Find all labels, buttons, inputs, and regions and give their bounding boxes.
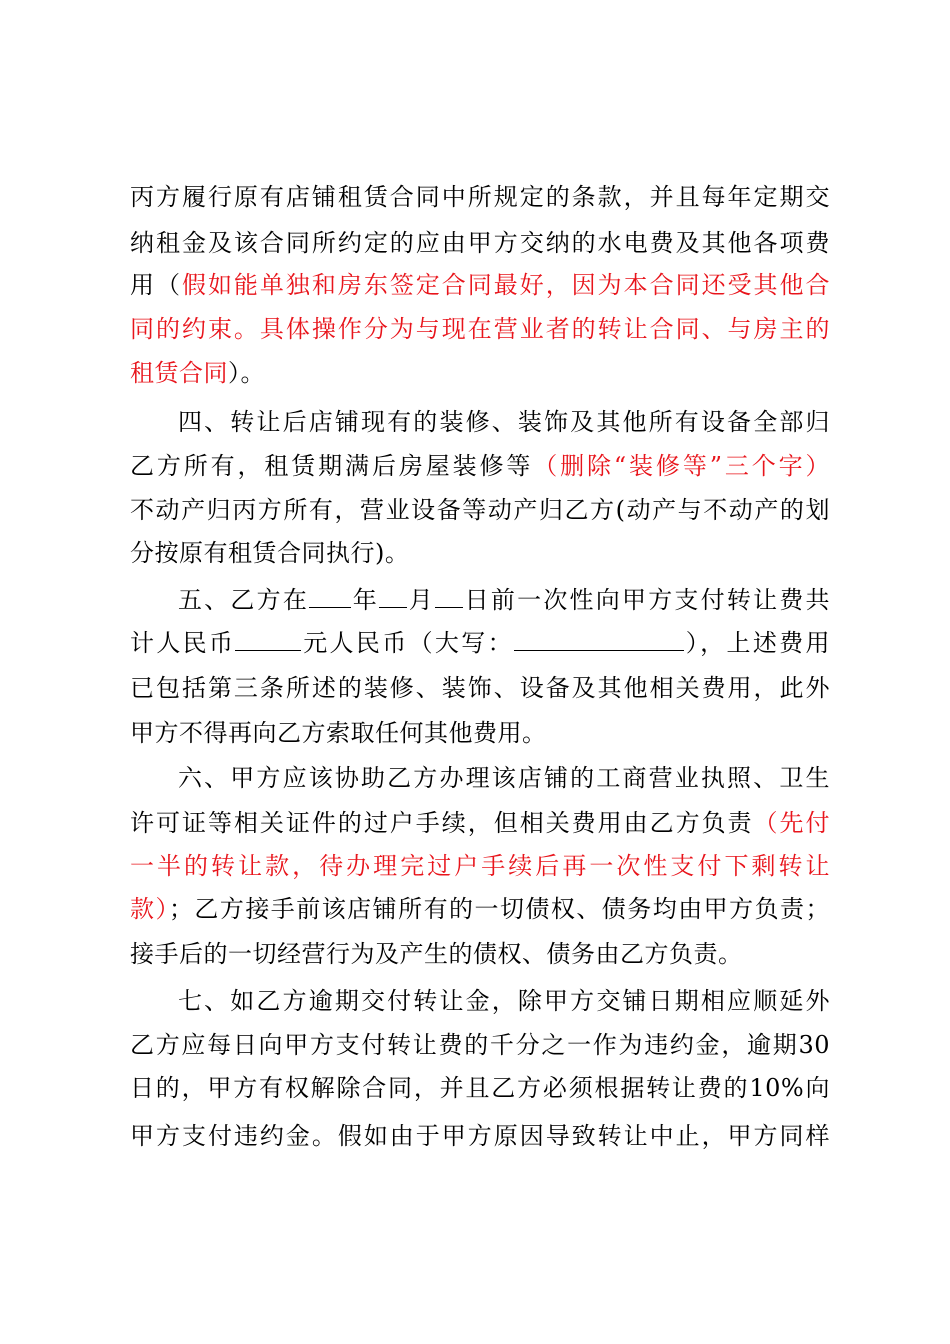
blank-amount[interactable] xyxy=(235,628,301,651)
para3-line2: 纳租金及该合同所约定的应由甲方交纳的水电费及其他各项费 xyxy=(130,229,830,257)
para4-line4: 分按原有租赁合同执行)。 xyxy=(130,539,410,567)
red-annotation: 一半的转让款，待办理完过户手续后再一次性支付下剩转让 xyxy=(130,852,830,880)
blank-month[interactable] xyxy=(379,585,407,608)
para3-line1: 丙方履行原有店铺租赁合同中所规定的条款，并且每年定期交 xyxy=(130,183,830,211)
para5-line4: 甲方不得再向乙方索取任何其他费用。 xyxy=(130,719,547,747)
para6-line2: 许可证等相关证件的过户手续，但相关费用由乙方负责（先付 xyxy=(130,809,830,837)
para3-line5: 租赁合同）。 xyxy=(130,359,265,387)
para6-line5: 接手后的一切经营行为及产生的债权、债务由乙方负责。 xyxy=(130,940,743,968)
para3-line3: 用（假如能单独和房东签定合同最好，因为本合同还受其他合 xyxy=(130,271,830,299)
blank-day[interactable] xyxy=(435,585,463,608)
para5-line3: 已包括第三条所述的装修、装饰、设备及其他相关费用，此外 xyxy=(130,674,830,702)
red-annotation: （先付 xyxy=(753,809,830,837)
para5-line1: 五、乙方在 年 月 日前一次性向甲方支付转让费共 xyxy=(178,586,830,614)
para6-line3 xyxy=(130,851,830,881)
blank-year[interactable] xyxy=(309,585,351,608)
blank-amount-capital[interactable] xyxy=(514,628,684,651)
red-annotation: 同的约束。具体操作分为与现在营业者的转让合同、与房主的 xyxy=(130,315,830,343)
para4-line1: 四、转让后店铺现有的装修、装饰及其他所有设备全部归 xyxy=(178,408,830,436)
para3-line4 xyxy=(130,314,830,344)
red-annotation: 租赁合同 xyxy=(130,359,228,387)
para6-line4: 款）；乙方接手前该店铺所有的一切债权、债务均由甲方负责； xyxy=(130,895,830,923)
para7-line1: 七、如乙方逾期交付转让金，除甲方交铺日期相应顺延外 xyxy=(178,987,830,1015)
para4-line2: 乙方所有，租赁期满后房屋装修等（删除“装修等”三个字） xyxy=(130,452,830,480)
para7-line4: 甲方支付违约金。假如由于甲方原因导致转让中止，甲方同样 xyxy=(130,1122,830,1150)
para5-line2: 计人民币 元人民币（大写： ），上述费用 xyxy=(130,629,830,657)
red-annotation: 款） xyxy=(130,895,169,923)
para7-line3: 日的，甲方有权解除合同，并且乙方必须根据转让费的10%向 xyxy=(130,1074,830,1102)
red-annotation: （删除“装修等”三个字） xyxy=(533,452,830,480)
para7-line2: 乙方应每日向甲方支付转让费的千分之一作为违约金，逾期30 xyxy=(130,1031,830,1059)
red-annotation: 假如能单独和房东签定合同最好，因为本合同还受其他合 xyxy=(181,271,830,299)
para6-line1: 六、甲方应该协助乙方办理该店铺的工商营业执照、卫生 xyxy=(178,764,830,792)
para4-line3: 不动产归丙方所有，营业设备等动产归乙方(动产与不动产的划 xyxy=(130,496,830,524)
